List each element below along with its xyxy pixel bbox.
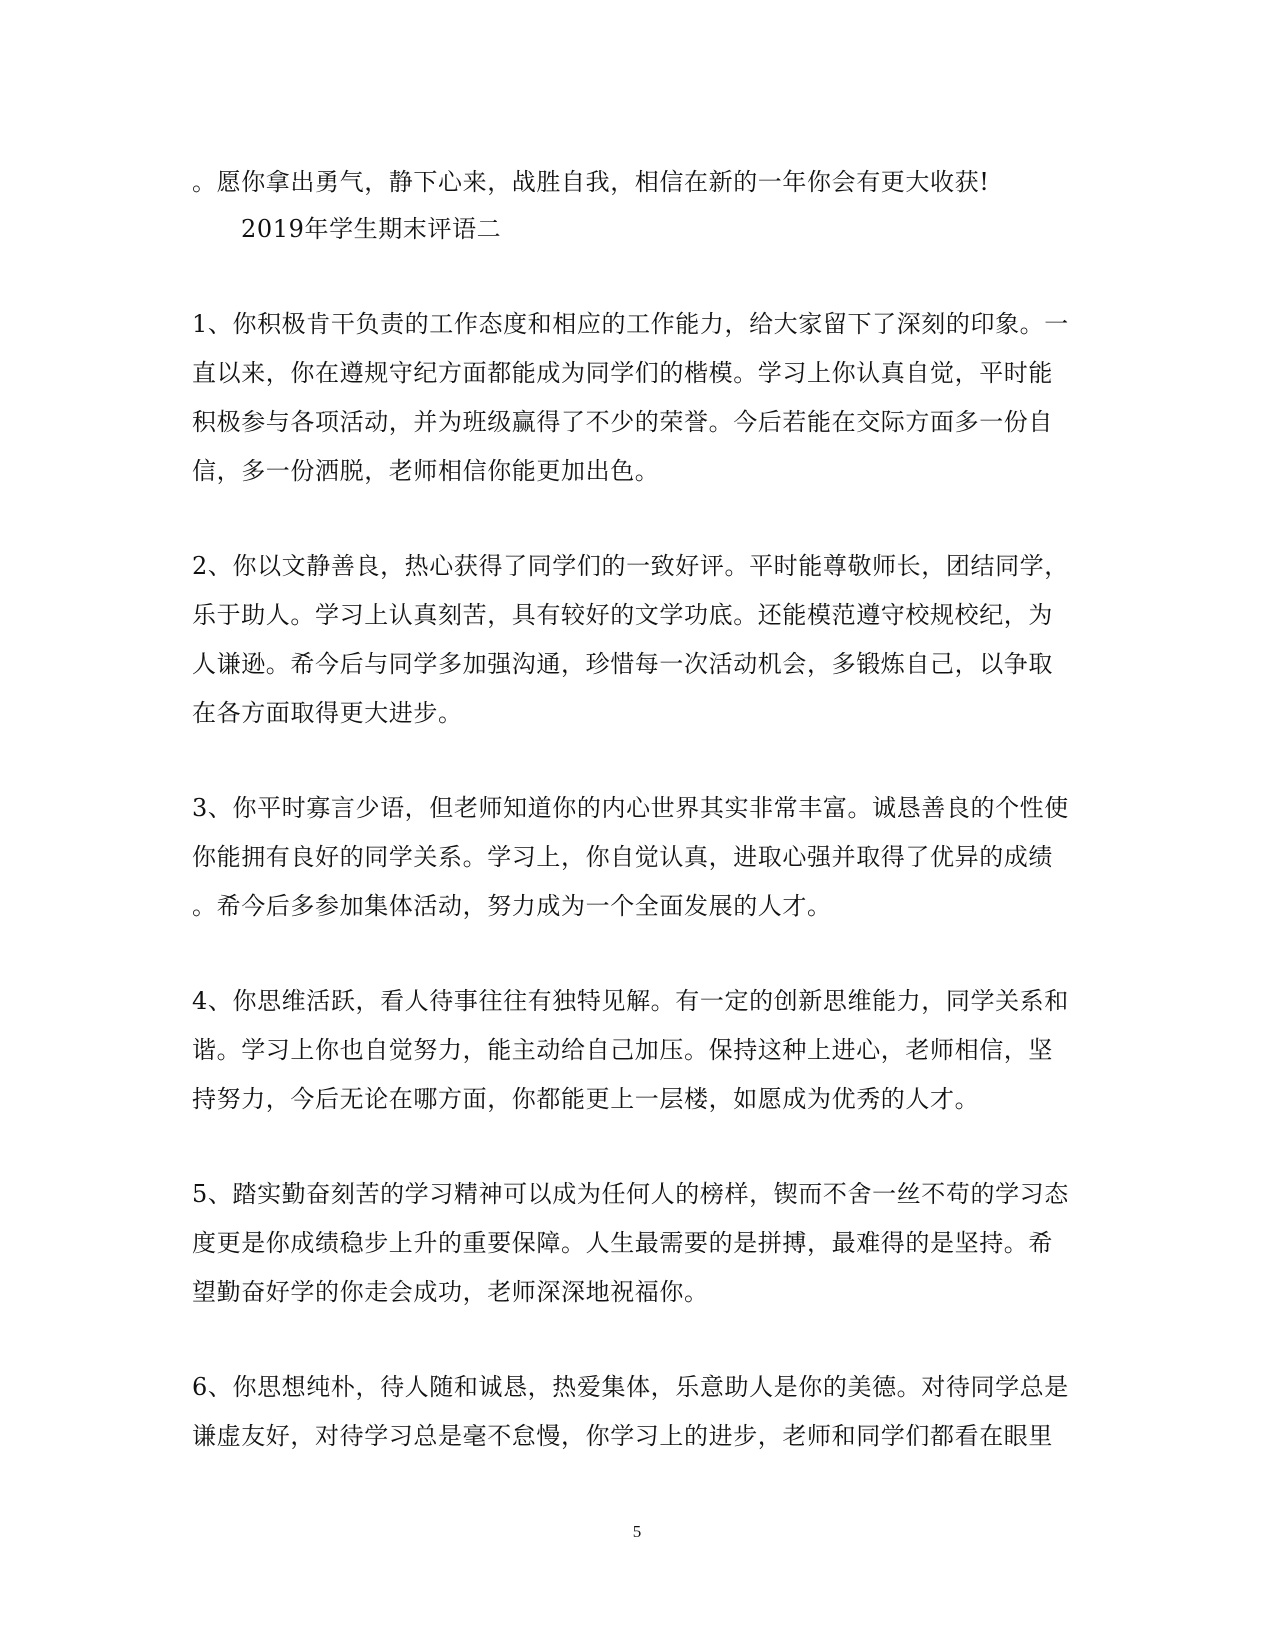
- intro-line: 。愿你拿出勇气，静下心来，战胜自我，相信在新的一年你会有更大收获!: [192, 168, 990, 196]
- paragraph-1: [192, 300, 1082, 496]
- paragraph-line: 你能拥有良好的同学关系。学习上，你自觉认真，进取心强并取得了优异的成绩: [192, 843, 1053, 871]
- paragraph-line: 信，多一份洒脱，老师相信你能更加出色。: [192, 457, 660, 485]
- paragraph-line: 6、你思想纯朴，待人随和诚恳，热爱集体，乐意助人是你的美德。对待同学总是: [192, 1373, 1069, 1401]
- paragraph-line: 。希今后多参加集体活动，努力成为一个全面发展的人才。: [192, 892, 832, 920]
- paragraph-line: 5、踏实勤奋刻苦的学习精神可以成为任何人的榜样，锲而不舍一丝不苟的学习态: [192, 1180, 1069, 1208]
- section-heading: 2019年学生期末评语二: [241, 215, 502, 243]
- paragraph-line: 直以来，你在遵规守纪方面都能成为同学们的楷模。学习上你认真自觉，平时能: [192, 359, 1053, 387]
- paragraph-2: [192, 542, 1082, 738]
- paragraph-line: 4、你思维活跃，看人待事往往有独特见解。有一定的创新思维能力，同学关系和: [192, 987, 1069, 1015]
- document-body: [192, 158, 1082, 1461]
- paragraph-line: 2、你以文静善良，热心获得了同学们的一致好评。平时能尊敬师长，团结同学，: [192, 552, 1069, 580]
- paragraph-line: 在各方面取得更大进步。: [192, 699, 463, 727]
- paragraph-line: 谦虚友好，对待学习总是毫不怠慢，你学习上的进步，老师和同学们都看在眼里: [192, 1422, 1053, 1450]
- page-number: 5: [632, 1522, 642, 1541]
- paragraph-line: 度更是你成绩稳步上升的重要保障。人生最需要的是拼搏，最难得的是坚持。希: [192, 1229, 1053, 1257]
- paragraph-5: [192, 1170, 1082, 1317]
- paragraph-line: 乐于助人。学习上认真刻苦，具有较好的文学功底。还能模范遵守校规校纪，为: [192, 601, 1053, 629]
- paragraph-line: 人谦逊。希今后与同学多加强沟通，珍惜每一次活动机会，多锻炼自己，以争取: [192, 650, 1053, 678]
- paragraph-line: 持努力，今后无论在哪方面，你都能更上一层楼，如愿成为优秀的人才。: [192, 1085, 980, 1113]
- paragraph-line: 望勤奋好学的你走会成功，老师深深地祝福你。: [192, 1278, 709, 1306]
- paragraph-line: 谐。学习上你也自觉努力，能主动给自己加压。保持这种上进心，老师相信，坚: [192, 1036, 1053, 1064]
- paragraph-line: 3、你平时寡言少语，但老师知道你的内心世界其实非常丰富。诚恳善良的个性使: [192, 794, 1069, 822]
- paragraph-6: [192, 1363, 1082, 1461]
- paragraph-3: [192, 784, 1082, 931]
- paragraph-line: 1、你积极肯干负责的工作态度和相应的工作能力，给大家留下了深刻的印象。一: [192, 310, 1069, 338]
- paragraph-line: 积极参与各项活动，并为班级赢得了不少的荣誉。今后若能在交际方面多一份自: [192, 408, 1053, 436]
- paragraph-4: [192, 977, 1082, 1124]
